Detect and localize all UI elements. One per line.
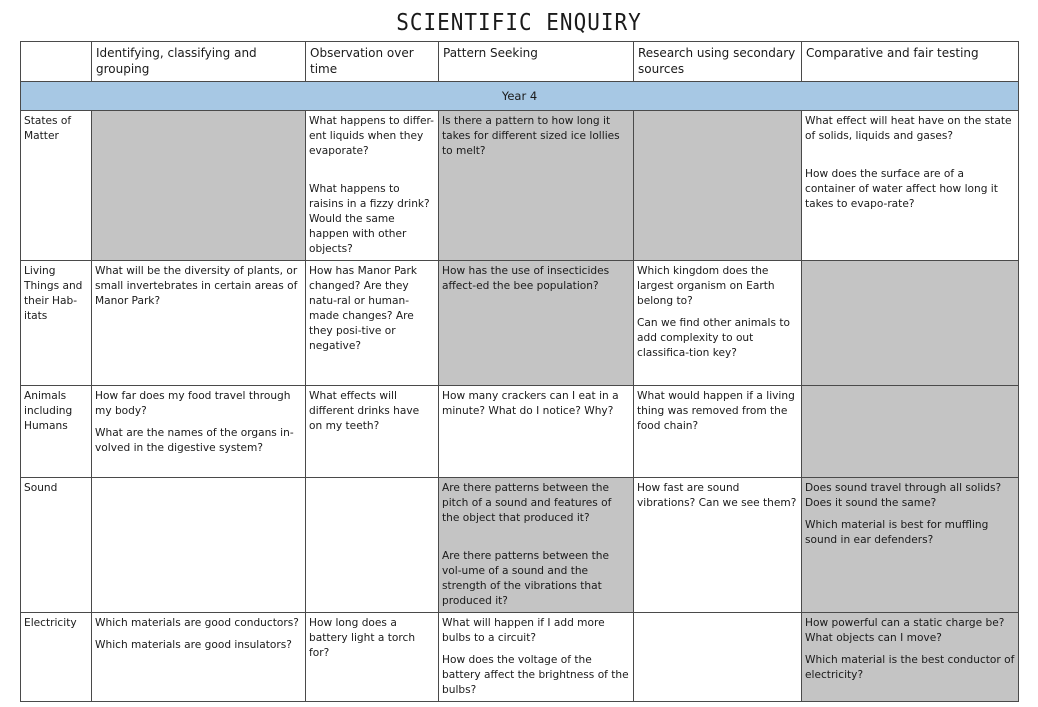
cell-question: Which material is best for muffling sound in ear defenders? bbox=[805, 519, 989, 546]
cell-question: Does sound travel through all solids? Does it sound the same? bbox=[805, 482, 1002, 509]
header-cell-pattern: Pattern Seeking bbox=[439, 42, 634, 82]
table-row bbox=[21, 111, 1019, 261]
cell-question: Which materials are good conductors? bbox=[95, 617, 299, 629]
header-cell-research: Research using secondary sources bbox=[634, 42, 802, 82]
enquiry-table bbox=[20, 41, 1019, 702]
cell-question: How has Manor Park changed? Are they natu-ral or human-made changes? Are they posi-tive or negative? bbox=[309, 265, 418, 352]
table-cell bbox=[802, 613, 1019, 702]
cell-question: What effects will different drinks have on my teeth? bbox=[309, 390, 420, 432]
table-cell bbox=[306, 111, 439, 261]
year-label: Year 4 bbox=[21, 82, 1019, 111]
table-cell bbox=[634, 478, 802, 613]
table-cell bbox=[92, 478, 306, 613]
table-cell bbox=[92, 111, 306, 261]
cell-question: Which material is the best conductor of electricity? bbox=[805, 654, 1015, 681]
table-cell bbox=[306, 613, 439, 702]
table-cell bbox=[439, 261, 634, 386]
cell-question: Is there a pattern to how long it takes for different sized ice lollies to melt? bbox=[442, 115, 620, 157]
cell-question: How does the surface are of a container of water affect how long it takes to evapo-rate? bbox=[805, 168, 998, 210]
row-label: Animals including Humans bbox=[21, 386, 92, 478]
row-label: Living Things and their Hab-itats bbox=[21, 261, 92, 386]
table-cell bbox=[802, 111, 1019, 261]
cell-question: How does the voltage of the battery affect the brightness of the bulbs? bbox=[442, 654, 629, 696]
cell-question: Which materials are good insulators? bbox=[95, 639, 292, 651]
table-cell bbox=[92, 261, 306, 386]
table-cell bbox=[634, 386, 802, 478]
header-cell-comparative: Comparative and fair testing bbox=[802, 42, 1019, 82]
row-label: Electricity bbox=[21, 613, 92, 702]
cell-question: How has the use of insecticides affect-ed the bee population? bbox=[442, 265, 610, 292]
header-cell-observation: Observation over time bbox=[306, 42, 439, 82]
table-cell bbox=[306, 478, 439, 613]
table-cell bbox=[634, 111, 802, 261]
table-cell bbox=[92, 613, 306, 702]
cell-question: Are there patterns between the pitch of a sound and features of the object that produced it? bbox=[442, 482, 612, 524]
table-cell bbox=[306, 261, 439, 386]
cell-question: What happens to differ-ent liquids when they evaporate? bbox=[309, 115, 434, 157]
table-cell bbox=[634, 613, 802, 702]
cell-question: Are there patterns between the vol-ume of a sound and the strength of the vibrations that produced it? bbox=[442, 550, 610, 607]
table-cell bbox=[802, 478, 1019, 613]
cell-question: How powerful can a static charge be? What objects can I move? bbox=[805, 617, 1005, 644]
cell-question: What happens to raisins in a fizzy drink? Would the same happen with other objects? bbox=[309, 183, 430, 255]
table-row bbox=[21, 478, 1019, 613]
table-cell bbox=[802, 261, 1019, 386]
cell-question: How far does my food travel through my body? bbox=[95, 390, 291, 417]
table-row bbox=[21, 613, 1019, 702]
table-cell bbox=[306, 386, 439, 478]
header-cell-blank bbox=[21, 42, 92, 82]
row-label: States of Matter bbox=[21, 111, 92, 261]
cell-question: Which kingdom does the largest organism on Earth belong to? bbox=[637, 265, 775, 307]
table-cell bbox=[439, 478, 634, 613]
row-label: Sound bbox=[21, 478, 92, 613]
header-row bbox=[21, 42, 1019, 82]
table-row bbox=[21, 261, 1019, 386]
table-row bbox=[21, 386, 1019, 478]
cell-question: What would happen if a living thing was removed from the food chain? bbox=[637, 390, 795, 432]
header-cell-identifying: Identifying, classifying and grouping bbox=[92, 42, 306, 82]
cell-question: What are the names of the organs in-volved in the digestive system? bbox=[95, 427, 294, 454]
cell-question: What will be the diversity of plants, or small invertebrates in certain areas of Manor Park? bbox=[95, 265, 298, 307]
table-cell bbox=[802, 386, 1019, 478]
cell-question: How many crackers can I eat in a minute? What do I notice? Why? bbox=[442, 390, 619, 417]
table-cell bbox=[439, 111, 634, 261]
table-cell bbox=[634, 261, 802, 386]
table-cell bbox=[439, 613, 634, 702]
year-row bbox=[21, 82, 1019, 111]
cell-question: What effect will heat have on the state of solids, liquids and gases? bbox=[805, 115, 1012, 142]
cell-question: How fast are sound vibrations? Can we see them? bbox=[637, 482, 797, 509]
table-cell bbox=[439, 386, 634, 478]
cell-question: What will happen if I add more bulbs to a circuit? bbox=[442, 617, 605, 644]
table-cell bbox=[92, 386, 306, 478]
page-title: SCIENTIFIC ENQUIRY bbox=[396, 8, 642, 36]
cell-question: How long does a battery light a torch for? bbox=[309, 617, 416, 659]
cell-question: Can we find other animals to add complexity to out classifica-tion key? bbox=[637, 317, 791, 359]
